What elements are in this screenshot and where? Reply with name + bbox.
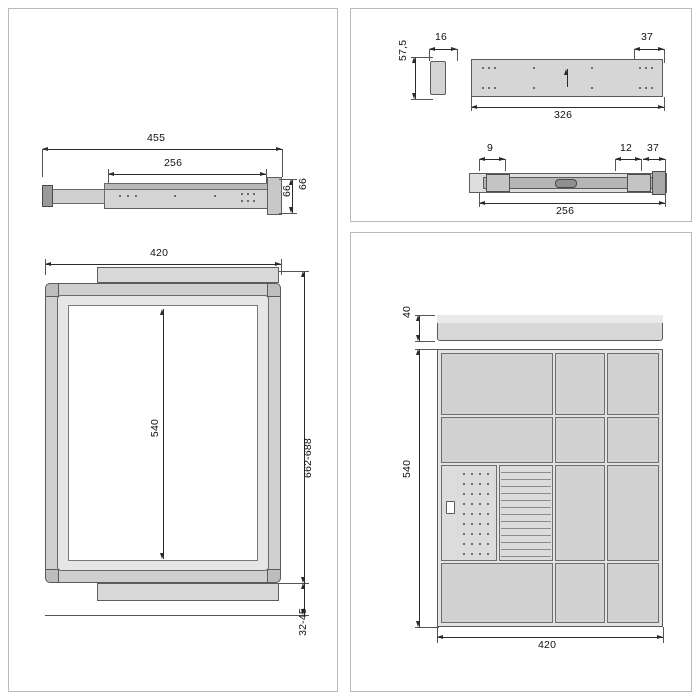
dim-line-420-tray [437,637,663,638]
ext-line-420-tray-right [663,627,664,643]
pegboard-hole [487,523,489,525]
runner-hole [214,195,216,197]
pegboard-knob [446,501,455,514]
dim-label-9: 9 [487,142,494,154]
tray-cell [555,563,605,623]
rib [501,500,551,501]
runner-hole [241,193,243,195]
dim-label-12: 12 [620,142,633,154]
bracket-hole [488,87,490,89]
tray-cell [607,353,659,415]
pegboard-hole [487,503,489,505]
pegboard-hole [471,493,473,495]
tray-cell [441,563,553,623]
ext-line-256-detail-left [479,193,480,207]
tray-cell [607,563,659,623]
runner-hole [247,193,249,195]
frame-front-panel-top [97,267,279,283]
pegboard-hole [487,483,489,485]
dim-line-256 [108,174,266,175]
dim-label-57-5: 57,5 [397,39,409,61]
arrow-head-up-540-frame [160,309,164,315]
ext-line-37-detail-right [665,159,666,171]
frame-corner-bottom-right [267,569,281,583]
tray-cell [607,465,659,561]
pegboard-hole [471,533,473,535]
pegboard-hole [487,493,489,495]
pegboard-hole [487,543,489,545]
ext-line-32-45-bottom [45,615,309,616]
bracket-hole [645,67,647,69]
rib [501,556,551,557]
pegboard-hole [479,493,481,495]
dim-label-32-45: 32-45 [296,608,309,636]
pegboard-hole [471,483,473,485]
ext-line-420-tray-left [437,627,438,643]
bracket-hole [533,87,535,89]
runner-hole [247,200,249,202]
pegboard-hole [471,523,473,525]
pegboard-hole [463,493,465,495]
dim-label-16: 16 [435,31,448,43]
dim-label-662-688: 662-688 [301,438,314,478]
runner-rail-upper [104,183,270,190]
ext-line-540-tray-bottom [415,627,439,628]
dim-line-540-frame [163,309,164,559]
ext-line-256-detail-right [665,193,666,207]
runner-detail-right-endcap [652,171,666,195]
rib [501,472,551,473]
runner-hole [253,193,255,195]
ext-line-9-left [479,159,480,171]
dim-label-66: 66 [297,177,309,190]
tray-cell [555,465,605,561]
rib [501,542,551,543]
dim-line-662-688 [304,271,305,583]
pegboard-hole [479,483,481,485]
ext-line-455-right [282,149,283,177]
pegboard-hole [487,473,489,475]
dim-label-420-tray: 420 [538,639,557,651]
ext-line-66-top [279,179,297,180]
rib [501,479,551,480]
dim-label-256-detail: 256 [556,205,575,217]
bracket-hole [651,67,653,69]
rib [501,493,551,494]
rib [501,521,551,522]
arrow-head-left-37-detail [643,157,649,161]
ext-line-326-left [471,97,472,111]
ext-line-37-top-right [664,49,665,63]
tray-top-strip-highlight [437,315,663,323]
bracket-hole [488,67,490,69]
ext-line-57-5-bottom [411,99,433,100]
pegboard-hole [487,553,489,555]
ext-line-16-left [429,49,430,61]
pegboard-hole [463,543,465,545]
runner-hole [253,200,255,202]
ext-line-9-right [505,159,506,171]
rib [501,535,551,536]
pegboard-hole [463,483,465,485]
runner-hole [241,200,243,202]
bracket-hole [639,87,641,89]
panel-bottom-right [350,232,692,692]
frame-back-panel-bottom [97,583,279,601]
dim-label-37-detail: 37 [647,142,660,154]
pegboard-hole [479,473,481,475]
tray-cell [441,417,553,463]
ext-line-12-left [615,159,616,171]
runner-left-endcap [42,185,53,207]
frame-corner-top-left [45,283,59,297]
bracket-hole [533,67,535,69]
rib [501,549,551,550]
bracket-hole [651,87,653,89]
bracket-hole [494,87,496,89]
ext-line-540-tray-top [415,349,439,350]
pegboard-hole [487,513,489,515]
runner-detail-center-roller [555,179,577,188]
ext-line-662-688-top [279,271,309,272]
ext-line-16-right [457,49,458,61]
pegboard-hole [463,553,465,555]
bracket-hole [639,67,641,69]
arrow-head-down-540-frame [160,553,164,559]
pegboard-hole [471,543,473,545]
pegboard-hole [463,533,465,535]
pegboard-hole [479,513,481,515]
dim-line-326 [471,107,664,108]
panel-top-right [350,8,692,222]
dim-label-540-frame: 540 [149,418,162,438]
pegboard-hole [463,473,465,475]
bracket-hole [494,67,496,69]
dim-label-455: 455 [147,132,166,144]
rib [501,514,551,515]
dim-label-540-tray: 540 [401,459,413,478]
pegboard-hole [471,513,473,515]
ext-line-420-left [45,259,46,275]
pegboard-hole [479,553,481,555]
dim-line-420 [45,264,281,265]
runner-detail-right-block [627,174,651,192]
frame-corner-bottom-left [45,569,59,583]
ext-line-326-right [664,97,665,111]
runner-hole [127,195,129,197]
runner-right-bracket [267,177,282,215]
runner-hole [174,195,176,197]
ext-line-40-top [415,315,435,316]
rib [501,507,551,508]
bracket-hole [482,67,484,69]
pegboard-hole [471,473,473,475]
pegboard-hole [471,503,473,505]
bracket-center-arrow-up [564,69,568,75]
ext-line-57-5-top [411,57,433,58]
bracket-hole [591,67,593,69]
pegboard-hole [479,523,481,525]
panel-left [8,8,338,692]
bracket-spacer-block [430,61,446,95]
tray-cell [607,417,659,463]
dim-line-256-detail [479,203,665,204]
tray-cell [555,353,605,415]
pegboard-hole [471,553,473,555]
pegboard-hole [463,503,465,505]
runner-hole [135,195,137,197]
pegboard-hole [479,533,481,535]
dim-label-40: 40 [401,305,413,318]
tray-cell [555,417,605,463]
rib [501,528,551,529]
frame-corner-top-right [267,283,281,297]
dim-label-37-top: 37 [641,31,654,43]
runner-detail-left-block [486,174,510,192]
tray-cell [441,353,553,415]
ext-line-12-right [641,159,642,171]
ext-line-455-left [42,149,43,177]
bracket-hole [482,87,484,89]
ext-line-66-bottom [279,213,297,214]
bracket-hole [645,87,647,89]
dim-line-455 [42,149,282,150]
pegboard-hole [463,513,465,515]
bracket-hole [591,87,593,89]
runner-hole [119,195,121,197]
pegboard-hole [463,523,465,525]
dim-label-256: 256 [164,157,183,169]
pegboard-hole [487,533,489,535]
dim-label-66-text: 66 [281,184,294,198]
pegboard-hole [479,543,481,545]
dim-label-326: 326 [554,109,573,121]
arrow-head-up-32-45 [301,583,305,589]
ext-line-40-bottom [415,341,435,342]
dim-label-420: 420 [150,247,169,259]
dim-line-540-tray [419,349,420,627]
rib [501,486,551,487]
ext-line-256-left [108,169,109,183]
pegboard-hole [479,503,481,505]
ext-line-420-right [281,259,282,275]
